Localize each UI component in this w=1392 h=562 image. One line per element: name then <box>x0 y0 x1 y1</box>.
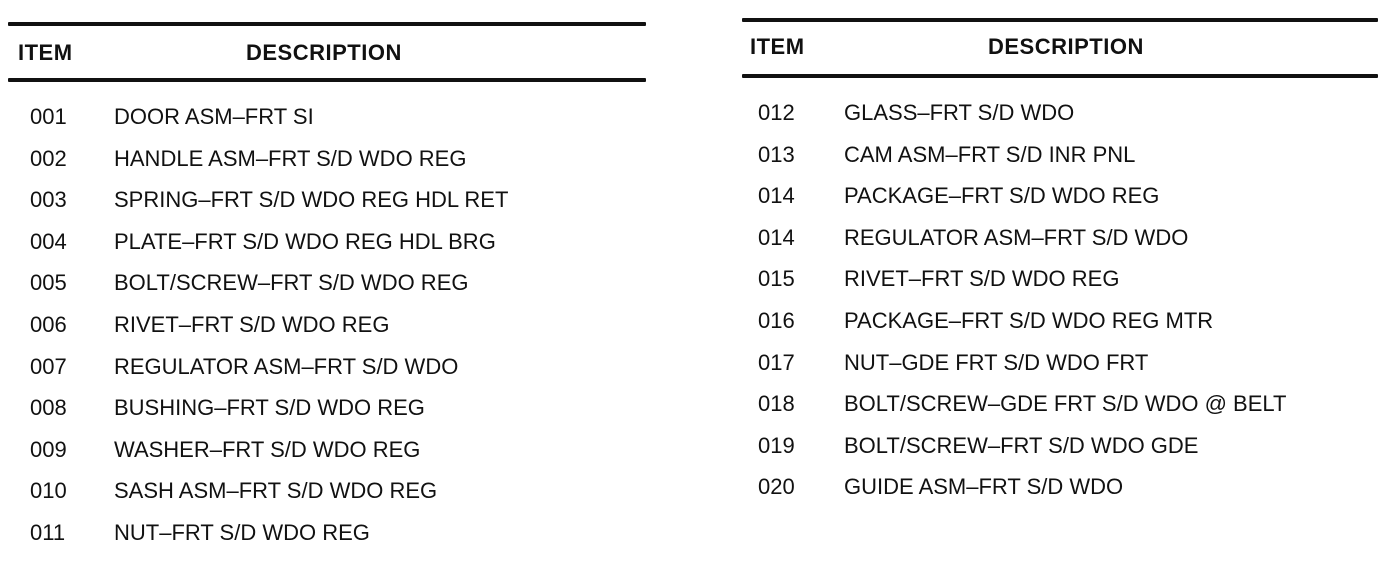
item-description: BOLT/SCREW–GDE FRT S/D WDO @ BELT <box>844 391 1287 417</box>
item-number: 008 <box>30 395 67 421</box>
item-description: RIVET–FRT S/D WDO REG <box>114 311 390 337</box>
parts-table-left <box>8 22 646 554</box>
item-description: DOOR ASM–FRT SI <box>114 104 314 129</box>
item-number: 014 <box>758 183 795 209</box>
item-number: 007 <box>30 353 67 379</box>
table-row <box>8 470 646 512</box>
item-number: 012 <box>758 100 795 125</box>
item-description: BOLT/SCREW–FRT S/D WDO REG <box>114 270 469 296</box>
table-row <box>742 300 1378 342</box>
item-description: REGULATOR ASM–FRT S/D WDO <box>844 224 1189 250</box>
header-description: DESCRIPTION <box>246 40 402 65</box>
table-row <box>8 262 646 304</box>
item-number: 004 <box>30 228 67 254</box>
table-row <box>742 466 1378 508</box>
table-row <box>8 512 646 554</box>
item-number: 003 <box>30 187 67 213</box>
item-number: 002 <box>30 145 67 171</box>
item-number: 014 <box>758 224 795 250</box>
table-row <box>742 92 1378 134</box>
item-number: 020 <box>758 474 795 500</box>
item-number: 006 <box>30 311 67 337</box>
table-row <box>8 346 646 388</box>
item-number: 001 <box>30 104 67 129</box>
item-description: GUIDE ASM–FRT S/D WDO <box>844 474 1124 500</box>
item-number: 015 <box>758 266 795 292</box>
item-number: 005 <box>30 270 67 296</box>
table-row <box>8 429 646 471</box>
item-description: CAM ASM–FRT S/D INR PNL <box>844 141 1136 167</box>
item-description: BOLT/SCREW–FRT S/D WDO GDE <box>844 432 1199 458</box>
table-row <box>742 258 1378 300</box>
table-row <box>8 96 646 138</box>
table-body <box>742 92 1378 508</box>
item-number: 013 <box>758 141 795 167</box>
item-description: SPRING–FRT S/D WDO REG HDL RET <box>114 187 509 213</box>
table-header <box>742 22 1378 74</box>
header-description: DESCRIPTION <box>988 34 1144 59</box>
item-description: PACKAGE–FRT S/D WDO REG MTR <box>844 307 1214 333</box>
table-row <box>8 138 646 180</box>
table-row <box>8 179 646 221</box>
parts-table-right <box>742 18 1378 508</box>
header-item: ITEM <box>18 40 73 65</box>
item-description: NUT–FRT S/D WDO REG <box>114 519 370 545</box>
header-item: ITEM <box>750 34 805 59</box>
table-row <box>8 304 646 346</box>
item-description: PACKAGE–FRT S/D WDO REG <box>844 183 1160 209</box>
table-body <box>8 96 646 554</box>
item-number: 019 <box>758 432 795 458</box>
table-row <box>742 425 1378 467</box>
table-header <box>8 26 646 78</box>
item-number: 011 <box>30 519 66 545</box>
item-description: NUT–GDE FRT S/D WDO FRT <box>844 349 1149 375</box>
table-row <box>742 175 1378 217</box>
table-row <box>8 221 646 263</box>
item-number: 017 <box>758 349 795 375</box>
item-description: GLASS–FRT S/D WDO <box>844 100 1075 125</box>
item-description: RIVET–FRT S/D WDO REG <box>844 266 1120 292</box>
table-row <box>742 134 1378 176</box>
table-row <box>8 387 646 429</box>
item-number: 010 <box>30 478 67 504</box>
item-description: BUSHING–FRT S/D WDO REG <box>114 395 425 421</box>
table-row <box>742 342 1378 384</box>
item-number: 018 <box>758 391 795 417</box>
header-bottom-rule <box>8 78 646 82</box>
item-description: SASH ASM–FRT S/D WDO REG <box>114 478 438 504</box>
item-description: WASHER–FRT S/D WDO REG <box>114 436 421 462</box>
item-description: REGULATOR ASM–FRT S/D WDO <box>114 353 459 379</box>
item-description: HANDLE ASM–FRT S/D WDO REG <box>114 145 467 171</box>
table-row <box>742 383 1378 425</box>
item-number: 016 <box>758 307 795 333</box>
item-description: PLATE–FRT S/D WDO REG HDL BRG <box>114 228 496 254</box>
table-row <box>742 217 1378 259</box>
header-bottom-rule <box>742 74 1378 78</box>
item-number: 009 <box>30 436 67 462</box>
